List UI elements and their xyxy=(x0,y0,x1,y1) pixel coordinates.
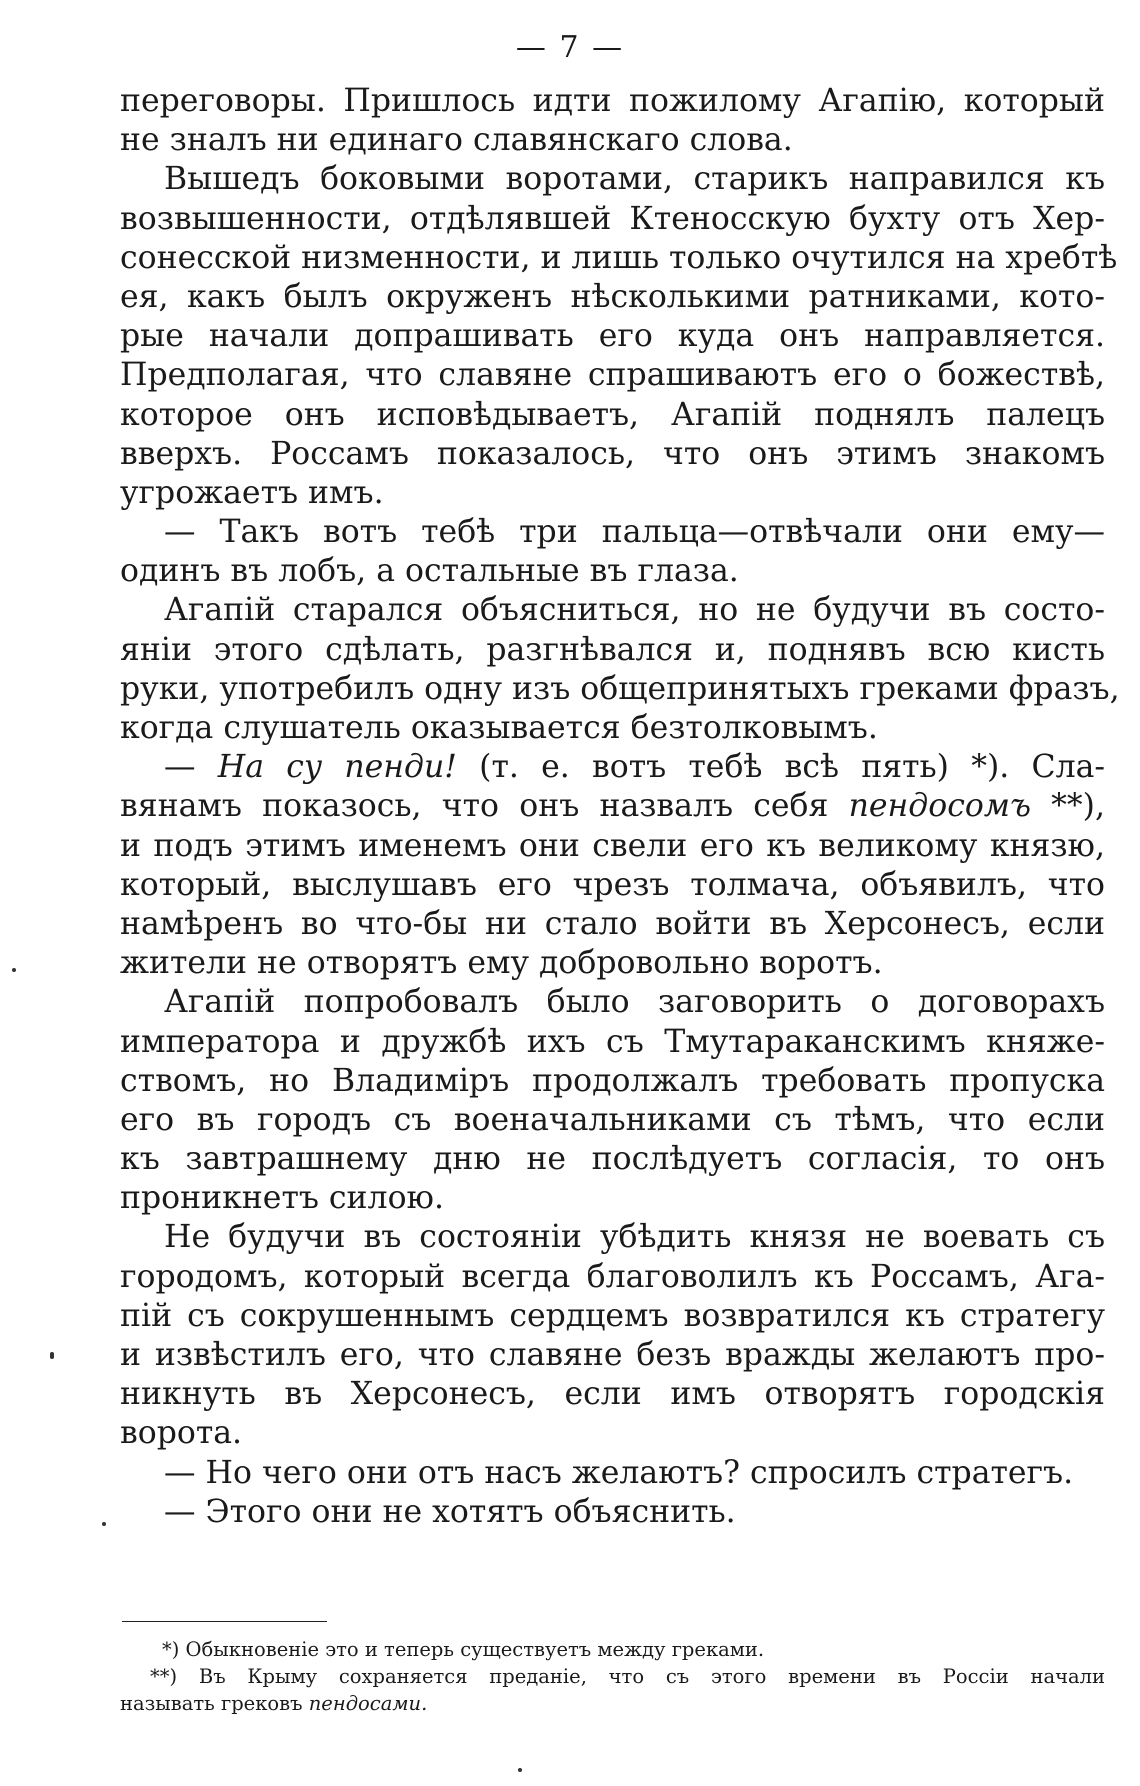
text-line: угрожаетъ имъ. xyxy=(120,474,384,511)
text-line: переговоры. Пришлось идти пожилому Агапію, который xyxy=(120,83,1105,119)
text-line: руки, употребилъ одну изъ общепринятыхъ греками фразъ, xyxy=(120,670,1120,707)
footnote-rule xyxy=(122,1621,327,1622)
text-fragment: вянамъ показось, что онъ назвалъ себя xyxy=(120,788,849,825)
text-line xyxy=(120,787,1105,826)
text-line: пій съ сокрушеннымъ сердцемъ возвратился къ стратегу xyxy=(120,1297,1105,1334)
scan-speck xyxy=(518,1768,522,1772)
text-line: ея, какъ былъ окруженъ нѣсколькими ратниками, кото- xyxy=(120,278,1105,315)
scan-speck xyxy=(102,1522,106,1526)
footnote-2-line: **) Въ Крыму сохраняется преданіе, что съ этого времени въ Россіи начали xyxy=(150,1665,1105,1688)
footnote-2-line xyxy=(120,1690,1105,1717)
text-line: когда слушатель оказывается безтолковымъ. xyxy=(120,710,878,746)
page-number: — 7 — xyxy=(515,30,625,65)
text-line: сонесской низменности, и лишь только очутился на хребтѣ xyxy=(120,239,1118,276)
text-line xyxy=(120,748,1105,787)
text-line: который, выслушавъ его чрезъ толмача, объявилъ, что xyxy=(120,866,1105,903)
text-fragment: **), xyxy=(1030,788,1105,825)
text-line: которое онъ исповѣдываетъ, Агапій поднялъ палецъ xyxy=(120,396,1105,433)
scan-speck xyxy=(50,1352,54,1359)
italic-phrase: На су пенди! xyxy=(217,749,457,786)
text-line: никнуть въ Херсонесъ, если имъ отворятъ городскія xyxy=(120,1376,1105,1413)
text-line: Предполагая, что славяне спрашиваютъ его о божествѣ, xyxy=(120,357,1105,394)
text-line: жители не отворятъ ему добровольно воротъ. xyxy=(120,945,883,982)
text-line: — Этого они не хотятъ объяснить. xyxy=(164,1493,736,1530)
text-line: Агапій старался объясниться, но не будучи въ состо- xyxy=(164,592,1105,629)
text-fragment: называть грековъ xyxy=(120,1692,309,1715)
text-line: и подъ этимъ именемъ они свели его къ великому князю, xyxy=(120,827,1105,864)
text-line: одинъ въ лобъ, а остальные въ глаза. xyxy=(120,553,739,590)
text-line: ствомъ, но Владиміръ продолжалъ требовать пропуска xyxy=(120,1062,1105,1099)
text-line: ворота. xyxy=(120,1415,243,1452)
text-line: яніи этого сдѣлать, разгнѣвался и, поднявъ всю кисть xyxy=(120,631,1105,668)
body-text xyxy=(120,82,1120,1532)
italic-phrase: пендосомъ xyxy=(848,788,1031,825)
footnote-1: *) Обыкновеніе это и теперь существуетъ между греками. xyxy=(162,1638,765,1661)
text-line: возвышенности, отдѣлявшей Ктеносскую бухту отъ Хер- xyxy=(120,200,1105,237)
text-line: Агапій попробовалъ было заговорить о договорахъ xyxy=(164,984,1105,1021)
text-line: къ завтрашнему дню не послѣдуетъ согласія, то онъ xyxy=(120,1141,1105,1178)
text-line: городомъ, который всегда благоволилъ къ Россамъ, Ага- xyxy=(120,1258,1105,1295)
text-line: его въ городъ съ военачальниками съ тѣмъ, что если xyxy=(120,1101,1105,1138)
text-dash: — xyxy=(164,749,218,786)
text-line: и извѣстилъ его, что славяне безъ вражды желаютъ про- xyxy=(120,1337,1105,1373)
footnotes xyxy=(120,1636,1105,1717)
text-line: императора и дружбѣ ихъ съ Тмутараканскимъ княже- xyxy=(120,1023,1105,1060)
text-line: Вышедъ боковыми воротами, старикъ направился къ xyxy=(164,161,1105,198)
text-line: вверхъ. Россамъ показалось, что онъ этимъ знакомъ xyxy=(120,435,1105,472)
text-line: — Но чего они отъ насъ желаютъ? спросилъ стратегъ. xyxy=(164,1454,1074,1491)
scan-speck xyxy=(12,968,16,972)
italic-phrase: пендосами. xyxy=(308,1692,428,1715)
text-line: проникнетъ силою. xyxy=(120,1180,444,1217)
text-line: рые начали допрашивать его куда онъ направляется. xyxy=(120,318,1105,355)
text-fragment: (т. е. вотъ тебѣ всѣ пять) *). Сла- xyxy=(456,749,1106,786)
text-line: намѣренъ во что-бы ни стало войти въ Херсонесъ, если xyxy=(120,905,1105,942)
text-line: Не будучи въ состояніи убѣдить князя не воевать съ xyxy=(164,1219,1105,1256)
text-line: не зналъ ни единаго славянскаго слова. xyxy=(120,122,793,159)
text-line: — Такъ вотъ тебѣ три пальца—отвѣчали они ему— xyxy=(164,514,1105,551)
